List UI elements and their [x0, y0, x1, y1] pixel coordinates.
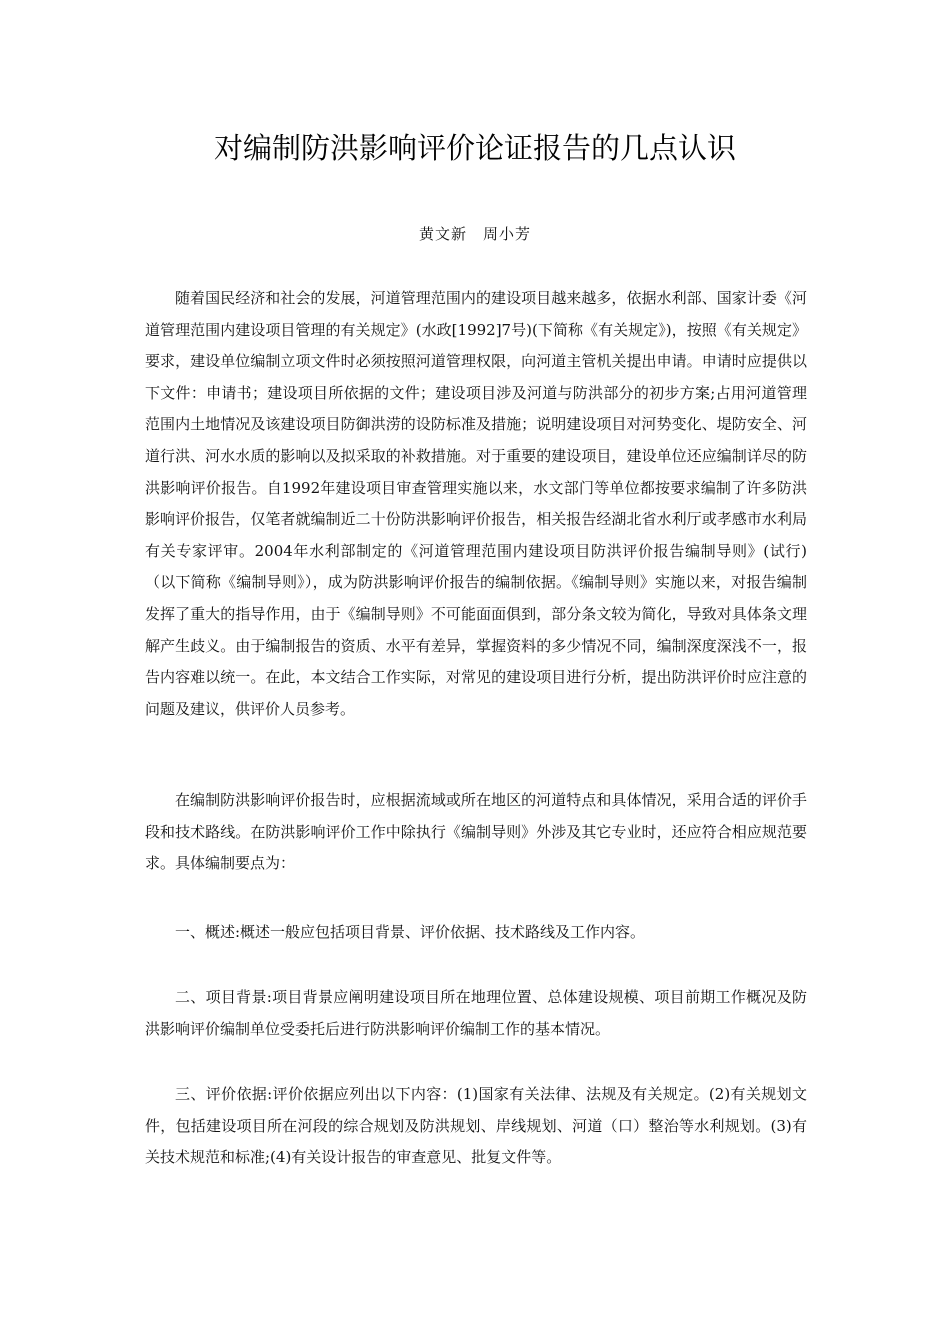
paragraph-overview: 一、概述:概述一般应包括项目背景、评价依据、技术路线及工作内容。 [175, 923, 646, 941]
paragraph-project-background: 二、项目背景:项目背景应阐明建设项目所在地理位置、总体建设规模、项目前期工作概况及防洪影响评价编制单位受委托后进行防洪影响评价编制工作的基本情况。 [145, 988, 807, 1038]
paragraph-evaluation-basis: 三、评价依据:评价依据应列出以下内容：(1)国家有关法律、法规及有关规定。(2)有关规划文件，包括建设项目所在河段的综合规划及防洪规划、岸线规划、河道（口）整治等水利规划。(3)有关技术规范和标准;(4)有关设计报告的审查意见、批复文件等。 [145, 1085, 807, 1167]
document-authors: 黄文新 周小芳 [418, 225, 531, 243]
paragraph-introduction: 随着国民经济和社会的发展，河道管理范围内的建设项目越来越多，依据水利部、国家计委《河道管理范围内建设项目管理的有关规定》(水政[1992]7号)(下简称《有关规定》)，按照《有关规定》要求，建设单位编制立项文件时必须按照河道管理权限，向河道主管机关提出申请。申请时应提供以下文件：申请书；建设项目所依据的文件；建设项目涉及河道与防洪部分的初步方案;占用河道管理范围内土地情况及该建设项目防御洪涝的设防标准及措施；说明建设项目对河势变化、堤防安全、河道行洪、河水水质的影响以及拟采取的补救措施。对于重要的建设项目，建设单位还应编制详尽的防洪影响评价报告。自1992年建设项目审查管理实施以来，水文部门等单位都按要求编制了许多防洪影响评价报告，仅笔者就编制近二十份防洪影响评价报告，相关报告经湖北省水利厅或孝感市水利局有关专家评审。2004年水利部制定的《河道管理范围内建设项目防洪评价报告编制导则》(试行)（以下简称《编制导则》），成为防洪影响评价报告的编制依据。《编制导则》实施以来，对报告编制发挥了重大的指导作用，由于《编制导则》不可能面面俱到，部分条文较为简化，导致对具体条文理解产生歧义。由于编制报告的资质、水平有差异，掌握资料的多少情况不同，编制深度深浅不一，报告内容难以统一。在此，本文结合工作实际，对常见的建设项目进行分析，提出防洪评价时应注意的问题及建议，供评价人员参考。 [145, 289, 807, 718]
paragraph-requirements: 在编制防洪影响评价报告时，应根据流域或所在地区的河道特点和具体情况，采用合适的评价手段和技术路线。在防洪影响评价工作中除执行《编制导则》外涉及其它专业时，还应符合相应规范要求。具体编制要点为： [145, 791, 807, 873]
document-title: 对编制防洪影响评价论证报告的几点认识 [213, 131, 736, 165]
